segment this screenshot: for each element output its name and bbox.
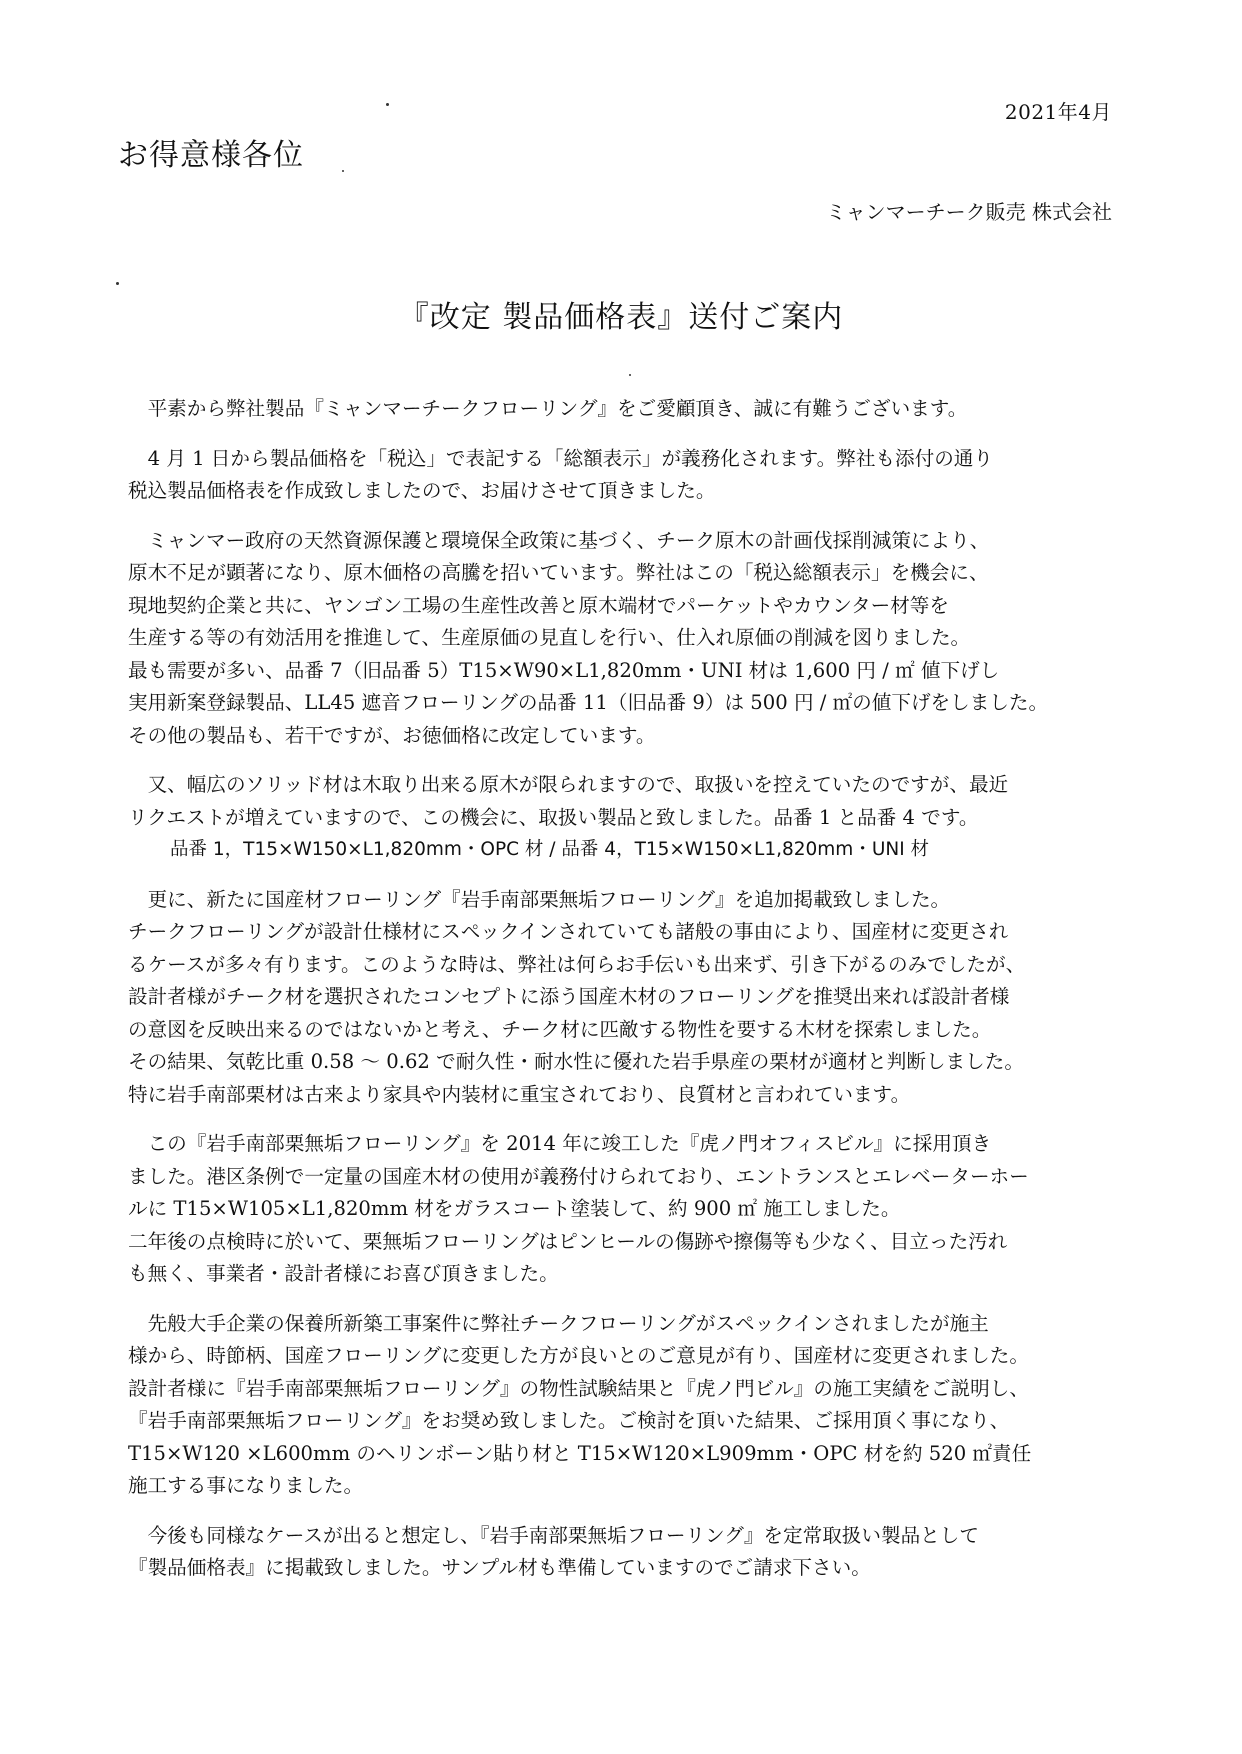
paragraph-line: 『岩手南部栗無垢フローリング』をお奨め致しました。ご検討を頂いた結果、ご採用頂く事になり、 xyxy=(128,1409,1010,1432)
paragraph-line: 又、幅広のソリッド材は木取り出来る原木が限られますので、取扱いを控えていたのですが、最近 xyxy=(128,773,1009,796)
body-paragraph xyxy=(128,525,1114,753)
paragraph-line: その結果、気乾比重 0.58 ～ 0.62 で耐久性・耐水性に優れた岩手県産の栗材が適材と判断しました。 xyxy=(128,1050,1024,1073)
sender-company: ミャンマーチーク販売 株式会社 xyxy=(826,200,1112,224)
scan-speck xyxy=(116,282,119,285)
paragraph-line: 平素から弊社製品『ミャンマーチークフローリング』をご愛顧頂き、誠に有難うございます。 xyxy=(128,397,968,420)
body-paragraph xyxy=(128,1520,1114,1585)
paragraph-line: ました。港区条例で一定量の国産木材の使用が義務付けられており、エントランスとエレベーターホー xyxy=(128,1164,1029,1188)
paragraph-line: 最も需要が多い、品番 7（旧品番 5）T15×W90×L1,820mm・UNI 材は 1,600 円 / ㎡ 値下げし xyxy=(128,658,1000,682)
paragraph-line: 特に岩手南部栗材は古来より家具や内装材に重宝されており、良質材と言われています。 xyxy=(128,1082,911,1106)
scan-speck xyxy=(386,103,389,106)
paragraph-line: 原木不足が顕著になり、原木価格の高騰を招いています。弊社はこの「税込総額表示」を機会に、 xyxy=(128,561,989,584)
body-paragraph xyxy=(128,1128,1114,1291)
body-paragraph xyxy=(128,769,1114,867)
scan-speck xyxy=(342,170,344,172)
product-spec-line: 品番 1，T15×W150×L1,820mm・OPC 材 / 品番 4，T15×W150×L1,820mm・UNI 材 xyxy=(170,839,930,860)
paragraph-line: リクエストが増えていますので、この機会に、取扱い製品と致しました。品番 1 と品番 4 です。 xyxy=(128,805,979,829)
paragraph-line: 様から、時節柄、国産フローリングに変更した方が良いとのご意見が有り、国産材に変更されました。 xyxy=(128,1344,1029,1367)
body-paragraph xyxy=(128,884,1114,1112)
paragraph-line: T15×W120 ×L600mm のヘリンボーン貼り材と T15×W120×L909mm・OPC 材を約 520 ㎡責任 xyxy=(128,1441,1032,1465)
paragraph-line: 設計者様がチーク材を選択されたコンセプトに添う国産木材のフローリングを推奨出来れば設計者様 xyxy=(128,985,1010,1008)
paragraph-line: 『製品価格表』に掲載致しました。サンプル材も準備していますのでご請求下さい。 xyxy=(128,1556,871,1579)
addressee: お得意様各位 xyxy=(118,138,304,173)
letter-date: 2021年4月 xyxy=(1004,100,1112,124)
paragraph-line: 設計者様に『岩手南部栗無垢フローリング』の物性試験結果と『虎ノ門ビル』の施工実績をご説明し、 xyxy=(128,1376,1029,1400)
paragraph-line: 4 月 1 日から製品価格を「税込」で表記する「総額表示」が義務化されます。弊社も添付の通り xyxy=(128,446,993,470)
paragraph-line: 先般大手企業の保養所新築工事案件に弊社チークフローリングがスペックインされましたが施主 xyxy=(128,1311,989,1335)
scan-speck xyxy=(629,374,631,376)
body-paragraph xyxy=(128,393,1114,426)
paragraph-line: るケースが多々有ります。このような時は、弊社は何らお手伝いも出来ず、引き下がるのみでしたが、 xyxy=(128,952,1026,976)
paragraph-line: この『岩手南部栗無垢フローリング』を 2014 年に竣工した『虎ノ門オフィスビル』に採用頂き xyxy=(128,1132,992,1155)
body-paragraph xyxy=(128,1308,1114,1503)
paragraph-line: も無く、事業者・設計者様にお喜び頂きました。 xyxy=(128,1262,559,1285)
paragraph-line: 施工する事になりました。 xyxy=(128,1474,364,1497)
paragraph-line: 二年後の点検時に於いて、栗無垢フローリングはピンヒールの傷跡や擦傷等も少なく、目立った汚れ xyxy=(128,1229,1008,1253)
paragraph-line: 生産する等の有効活用を推進して、生産原価の見直しを行い、仕入れ原価の削減を図りました。 xyxy=(128,626,971,649)
paragraph-line: ルに T15×W105×L1,820mm 材をガラスコート塗装して、約 900 ㎡ 施工しました。 xyxy=(128,1197,901,1220)
document-title: 『改定 製品価格表』送付ご案内 xyxy=(398,300,844,335)
paragraph-line: その他の製品も、若干ですが、お徳価格に改定しています。 xyxy=(128,723,656,747)
paragraph-line: 現地契約企業と共に、ヤンゴン工場の生産性改善と原木端材でパーケットやカウンター材等を xyxy=(128,593,949,617)
body-paragraph xyxy=(128,443,1114,508)
paragraph-line: チークフローリングが設計仕様材にスペックインされていても諸般の事由により、国産材に変更され xyxy=(128,920,1009,943)
letter-body xyxy=(128,393,1114,1602)
paragraph-line: 税込製品価格表を作成致しましたので、お届けさせて頂きました。 xyxy=(128,479,716,502)
paragraph-line: 今後も同様なケースが出ると想定し、『岩手南部栗無垢フローリング』を定常取扱い製品として xyxy=(128,1523,979,1547)
paragraph-line: ミャンマー政府の天然資源保護と環境保全政策に基づく、チーク原木の計画伐採削減策により、 xyxy=(128,528,990,552)
paragraph-line: 更に、新たに国産材フローリング『岩手南部栗無垢フローリング』を追加掲載致しました。 xyxy=(128,887,951,911)
paragraph-line: の意図を反映出来るのではないかと考え、チーク材に匹敵する物性を要する木材を探索しました。 xyxy=(128,1017,992,1041)
paragraph-line: 実用新案登録製品、LL45 遮音フローリングの品番 11（旧品番 9）は 500 円 / ㎡の値下げをしました。 xyxy=(128,691,1049,714)
